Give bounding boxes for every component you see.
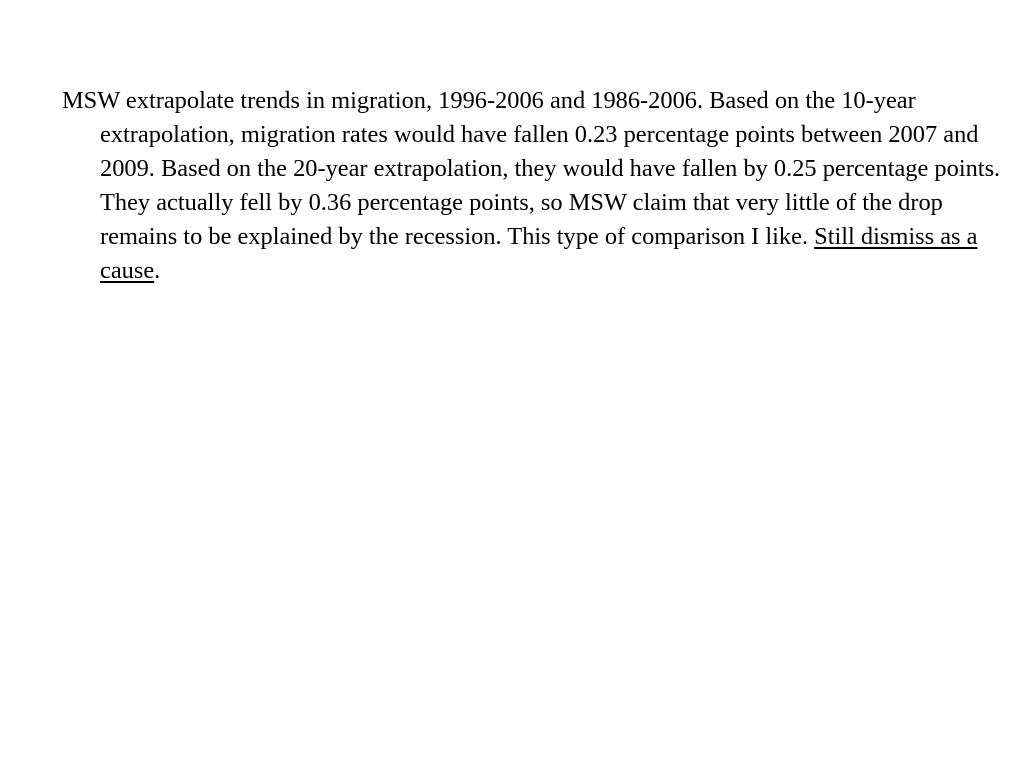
paragraph-end-period: . bbox=[154, 257, 161, 284]
body-paragraph bbox=[62, 84, 1006, 288]
paragraph-main-text: MSW extrapolate trends in migration, 1996-2006 and 1986-2006. Based on the 10-year extrapolation, migration rates would have fallen 0.23 percentage points between 2007 and 2009. Based on the 20-year extrapolation, they would have fallen by 0.25 percentage points. They actually fell by 0.36 percentage points, so MSW claim that very little of the drop remains to be explained by the recession. This type of comparison I like. bbox=[62, 87, 1001, 250]
underlined-conclusion: Still dismiss as a cause bbox=[100, 223, 978, 284]
